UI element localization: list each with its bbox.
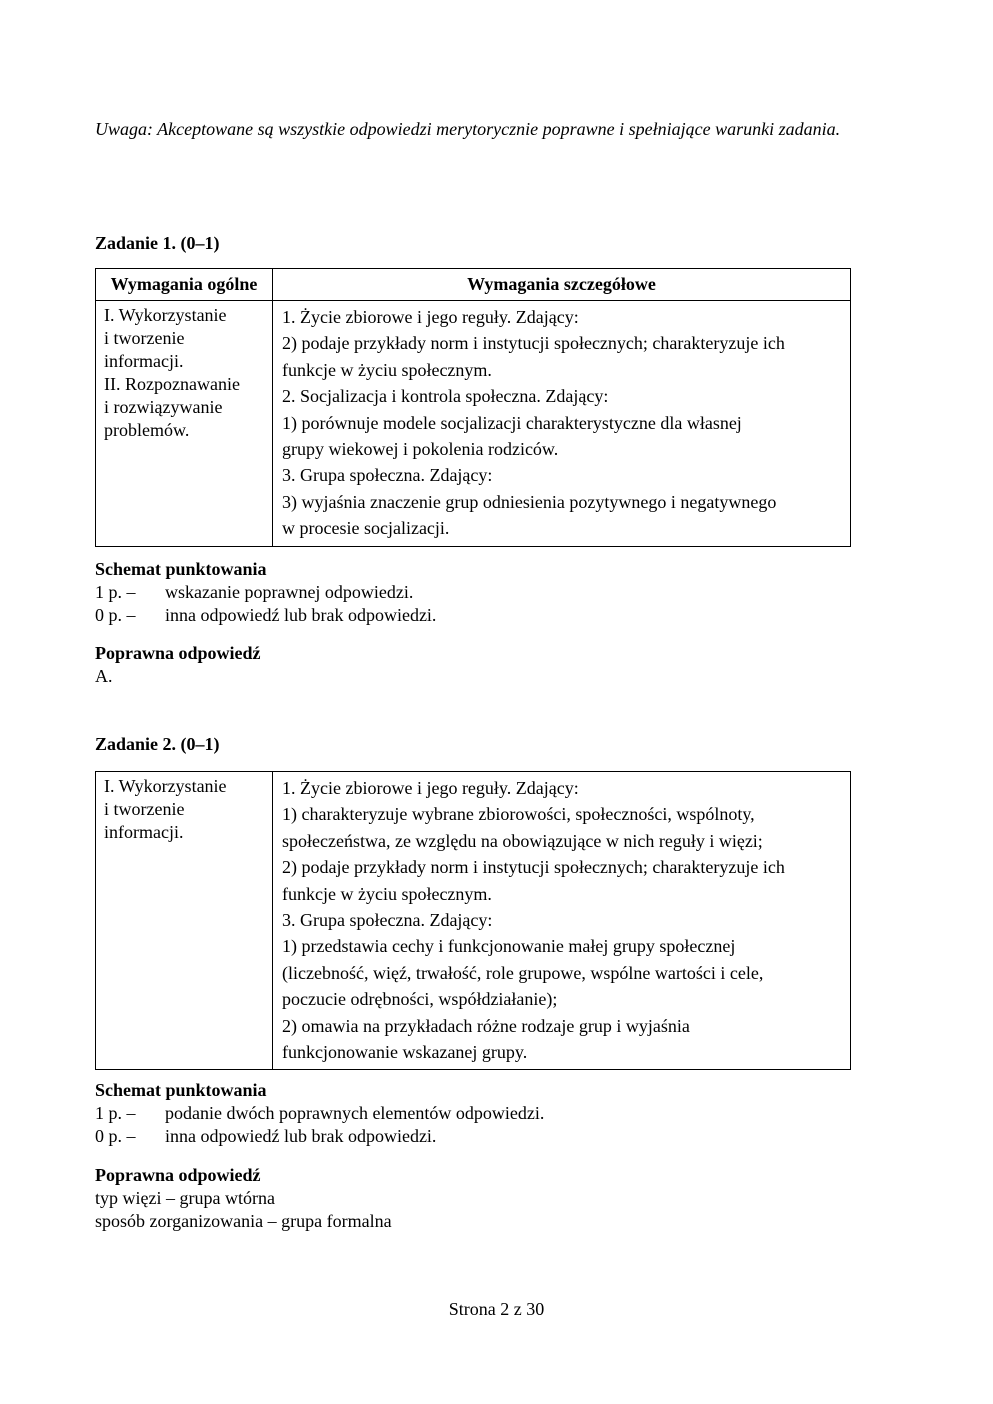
general-requirements bbox=[96, 301, 272, 446]
text-line: poczucie odrębności, współdziałanie); bbox=[282, 989, 558, 1010]
scheme-heading: Schemat punktowania bbox=[95, 559, 267, 579]
text-line: 1. Życie zbiorowe i jego reguły. Zdający: bbox=[282, 778, 579, 798]
points: 1 p. – bbox=[95, 582, 136, 602]
task1-scoring-scheme bbox=[95, 558, 851, 627]
text-line: 2) podaje przykłady norm i instytucji społecznych; charakteryzuje ich bbox=[282, 857, 785, 878]
text-line: funkcje w życiu społecznym. bbox=[282, 883, 492, 904]
text-line: 1) charakteryzuje wybrane zbiorowości, społeczności, wspólnoty, bbox=[282, 804, 755, 825]
scheme-heading: Schemat punktowania bbox=[95, 1080, 267, 1100]
header-general: Wymagania ogólne bbox=[96, 269, 273, 301]
task2-correct-answer bbox=[95, 1164, 851, 1233]
text-line: 1) przedstawia cechy i funkcjonowanie małej grupy społecznej bbox=[282, 936, 736, 957]
text-line: 2) omawia na przykładach różne rodzaje grup i wyjaśnia bbox=[282, 1015, 690, 1036]
text-line: i tworzenie bbox=[104, 799, 185, 819]
task2-general-cell bbox=[96, 772, 273, 1070]
scheme-row bbox=[95, 581, 851, 604]
text-line: i tworzenie bbox=[104, 328, 185, 348]
text-line: informacji. bbox=[104, 822, 184, 842]
text-line: i rozwiązywanie bbox=[104, 397, 223, 417]
scheme-row bbox=[95, 604, 851, 627]
text-line: społeczeństwa, ze względu na obowiązujące w nich reguły i więzi; bbox=[282, 830, 763, 851]
detailed-requirements bbox=[273, 772, 850, 1069]
text-line: (liczebność, więź, trwałość, role grupowe, wspólne wartości i cele, bbox=[282, 962, 764, 983]
text-line: 3) wyjaśnia znaczenie grup odniesienia pozytywnego i negatywnego bbox=[282, 491, 777, 512]
detailed-requirements bbox=[273, 301, 850, 546]
text-line: A. bbox=[95, 666, 113, 686]
text-line: typ więzi – grupa wtórna bbox=[95, 1188, 275, 1208]
text-line: informacji. bbox=[104, 351, 184, 371]
text-line: I. Wykorzystanie bbox=[104, 305, 227, 325]
answer-heading: Poprawna odpowiedź bbox=[95, 1165, 261, 1185]
task1-requirements-table bbox=[95, 268, 851, 547]
task2-scoring-scheme bbox=[95, 1079, 851, 1148]
text-line: 3. Grupa społeczna. Zdający: bbox=[282, 465, 493, 486]
task1-general-cell bbox=[96, 301, 273, 547]
text-line: I. Wykorzystanie bbox=[104, 776, 227, 796]
text-line: 3. Grupa społeczna. Zdający: bbox=[282, 910, 493, 931]
header-detailed: Wymagania szczegółowe bbox=[273, 269, 851, 301]
task1-title: Zadanie 1. (0–1) bbox=[95, 233, 220, 253]
points-description: inna odpowiedź lub brak odpowiedzi. bbox=[165, 605, 437, 625]
text-line: funkcjonowanie wskazanej grupy. bbox=[282, 1042, 528, 1063]
task1-correct-answer bbox=[95, 642, 851, 688]
text-line: 1) porównuje modele socjalizacji charakterystyczne dla własnej bbox=[282, 412, 742, 433]
task2-requirements-table bbox=[95, 771, 851, 1070]
points-description: wskazanie poprawnej odpowiedzi. bbox=[165, 582, 414, 602]
points: 0 p. – bbox=[95, 1126, 136, 1146]
note: Uwaga: Akceptowane są wszystkie odpowiedzi merytorycznie poprawne i spełniające warunki zadania. bbox=[95, 119, 841, 139]
scheme-row bbox=[95, 1102, 851, 1125]
scheme-row bbox=[95, 1125, 851, 1148]
page-number: Strona 2 z 30 bbox=[448, 1299, 545, 1319]
answer-lines bbox=[95, 665, 851, 688]
answer-heading: Poprawna odpowiedź bbox=[95, 643, 261, 663]
text-line: 1. Życie zbiorowe i jego reguły. Zdający: bbox=[282, 307, 579, 327]
task2-title: Zadanie 2. (0–1) bbox=[95, 734, 220, 754]
text-line: 2) podaje przykłady norm i instytucji społecznych; charakteryzuje ich bbox=[282, 333, 785, 354]
task2-detailed-cell bbox=[273, 772, 851, 1070]
points-description: inna odpowiedź lub brak odpowiedzi. bbox=[165, 1126, 437, 1146]
text-line: sposób zorganizowania – grupa formalna bbox=[95, 1211, 392, 1231]
text-line: grupy wiekowej i pokolenia rodziców. bbox=[282, 439, 559, 460]
text-line: 2. Socjalizacja i kontrola społeczna. Zdający: bbox=[282, 386, 609, 407]
points: 0 p. – bbox=[95, 605, 136, 625]
text-line: problemów. bbox=[104, 420, 190, 440]
general-requirements bbox=[96, 772, 272, 848]
answer-lines bbox=[95, 1187, 851, 1233]
points: 1 p. – bbox=[95, 1103, 136, 1123]
text-line: funkcje w życiu społecznym. bbox=[282, 359, 492, 380]
text-line: w procesie socjalizacji. bbox=[282, 518, 450, 539]
points-description: podanie dwóch poprawnych elementów odpowiedzi. bbox=[165, 1103, 545, 1123]
text-line: II. Rozpoznawanie bbox=[104, 374, 240, 394]
task1-detailed-cell bbox=[273, 301, 851, 547]
